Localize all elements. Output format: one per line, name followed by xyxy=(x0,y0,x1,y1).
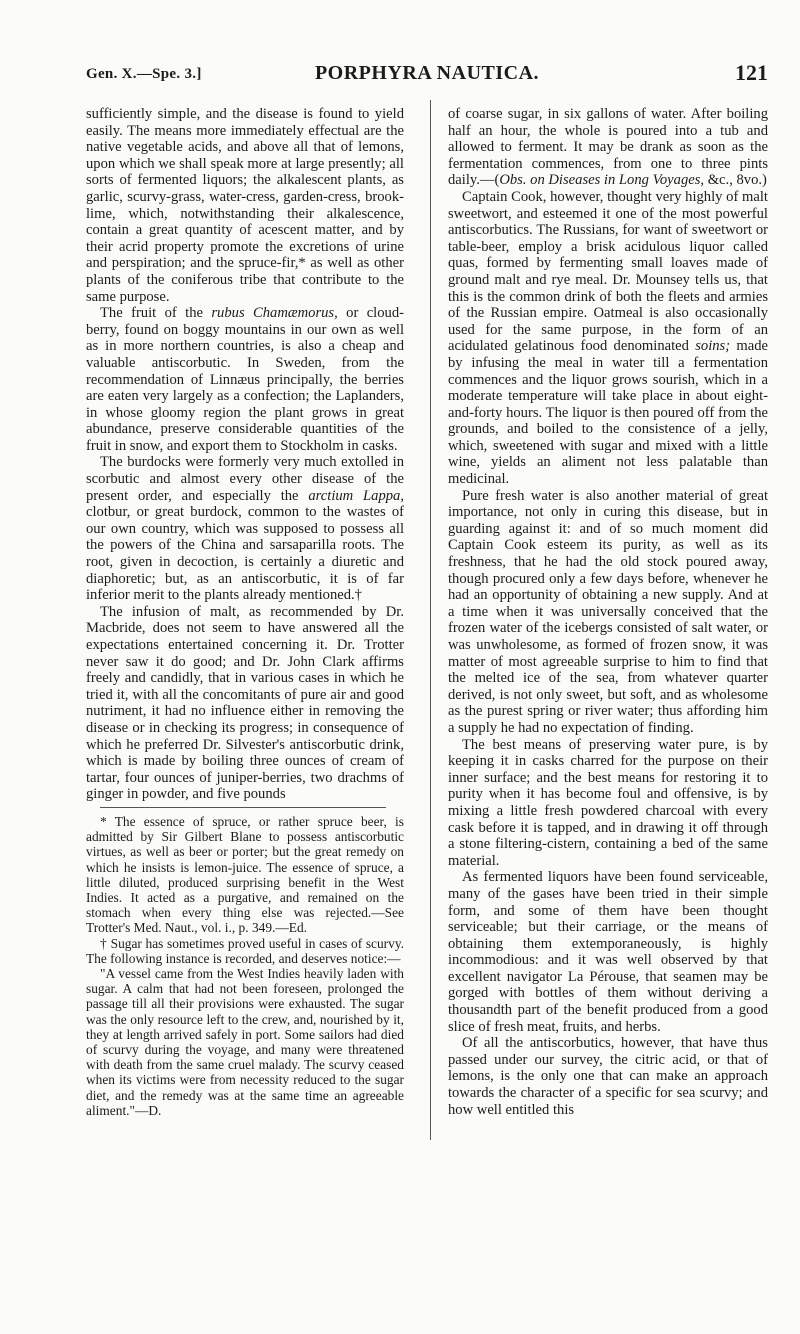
paragraph xyxy=(86,305,404,454)
italic-term: soins; xyxy=(695,338,731,355)
left-column xyxy=(86,106,404,1118)
text-run: Captain Cook, however, thought very highly of malt sweetwort, and esteemed it one of the most powerful antiscorbutics. The Russians, for want of sweetwort or table-beer, employ a brisk acidulous liquor called quas, formed by fermenting small loaves made of ground malt and rye meal. Dr. Mounsey tells us, that this is the common drink of both the fleets and armies of the Russian empire. Oatmeal is also occasionally used for the same purpose, in the form of an acidulated gelatinous food denominated xyxy=(448,188,768,355)
paragraph: As fermented liquors have been found serviceable, many of the gases have been tried in their simple form, and some of them have been thought serviceable; but their carriage, or the means of obtaining them extemporaneously, is highly incommodious: and it was well observed by that excellent navigator La Pérouse, that seamen may be gorged with bottles of them without deriving a thousandth part of the benefit produced from a good slice of fresh meat, fruits, and herbs. xyxy=(448,869,768,1035)
footnote-quote: "A vessel came from the West Indies heavily laden with sugar. A calm that had not been foreseen, prolonged the passage till all their provisions were exhausted. The sugar was the only resource left to the crew, and, nourished by it, they at length arrived safely in port. Some sailors had died of scurvy during the voyage, and many were threatened with death from the same cruel malady. The scurvy ceased when its victims were from necessity reduced to the sugar diet, and the remedy was at the same time an agreeable aliment."—D. xyxy=(86,965,404,1118)
right-column xyxy=(448,106,768,1118)
text-run: or cloud-berry, found on boggy mountains in our own as well as in more northern countries, is also a cheap and valuable antiscorbutic. In Sweden, from the recommendation of Linnæus principally, the berries are eaten very largely as a confection; the Laplanders, in whose gloomy region the plant grows in great abundance, preserve considerable quantities of the fruit in snow, and export them to Stockholm in casks. xyxy=(86,305,404,454)
italic-term: arctium Lappa, xyxy=(308,487,404,504)
footnote: † Sugar has sometimes proved useful in cases of scurvy. The following instance is recorded, and deserves notice:— xyxy=(86,935,404,966)
paragraph: The best means of preserving water pure, is by keeping it in casks charred for the purpose on their inner surface; and the best means for restoring it to purity when it has become foul and offensive, is by mixing a little fresh powdered charcoal with every cask before it is tapped, and in drawing it off through a stone filtering-cistern, containing a bed of the same material. xyxy=(448,736,768,869)
running-title: PORPHYRA NAUTICA. xyxy=(314,62,540,84)
paragraph: Of all the antiscorbutics, however, that have thus passed under our survey, the citric acid, or that of lemons, is the only one that can make an approach towards the character of a specific for sea scurvy; and how well entitled this xyxy=(448,1035,768,1118)
italic-term: rubus Chamæmorus, xyxy=(211,305,338,322)
paragraph xyxy=(86,454,404,603)
text-run: The fruit of the xyxy=(100,305,212,322)
paragraph: sufficiently simple, and the disease is found to yield easily. The means more immediately effectual are the native vegetable acids, and above all that of lemons, upon which we shall speak more at large presently; all sorts of fermented liquors; the alkalescent plants, as garlic, scurvy-grass, water-cress, garden-cress, brook-lime, which, notwithstanding their alkalescence, contain a great quantity of acescent matter, and by their acrid property promote the excretions of urine and perspiration; and the spruce-fir,* as well as other plants of the coniferous tribe that contribute to the same purpose. xyxy=(86,106,404,305)
paragraph xyxy=(448,106,768,189)
italic-citation: Obs. on Diseases in Long Voyages, xyxy=(499,172,705,189)
text-run: clotbur, or great burdock, common to the wastes of our own country, which was supposed to possess all the powers of the China and sarsaparilla roots. The root, given in decoction, is certainly a diuretic and diaphoretic; but, as an antiscorbutic, it is of far inferior merit to the plants already mentioned.† xyxy=(86,504,404,604)
paragraph: Pure fresh water is also another material of great importance, not only in curing this disease, but in guarding against it: and of so much moment did Captain Cook esteem its purity, as well as its freshness, that he had the old stock poured away, though procured only a few days before, whenever he had an opportunity of obtaining a new supply. And at a time when it was universally conceived that the frozen water of the icebergs consisted of salt water, or was unwholesome, as formed of frozen snow, it was matter of most agreeable surprise to him to find that the melted ice of the sea, from whatever quarter derived, is not only sweet, but soft, and as wholesome as the purest spring or river water; thus affording him a supply he had no expectation of finding. xyxy=(448,487,768,736)
running-head xyxy=(86,56,768,92)
page-number: 121 xyxy=(735,60,768,85)
footnotes xyxy=(86,814,404,1118)
paragraph: The infusion of malt, as recommended by Dr. Macbride, does not seem to have answered all the expectations entertained concerning it. Dr. Trotter never saw it do good; and Dr. John Clark affirms freely and candidly, that in various cases in which he tried it, with all the concomitants of pure air and good nutriment, it had no influence either in removing the disease or in checking its progress; in consequence of which he preferred Dr. Silvester's antiscorbutic drink, which is made by boiling three ounces of cream of tartar, four ounces of juniper-berries, two drachms of ginger in powder, and five pounds xyxy=(86,603,404,803)
text-run: made by infusing the meal in water till a fermentation commences and the liquor grows sourish, which in a moderate temperature will take place in about eight-and-forty hours. The liquor is then poured off from the grounds, and boiled to the consistence of a jelly, which, sweetened with sugar and mixed with a little wine, yields an aliment not less palatable than medicinal. xyxy=(448,338,768,488)
paragraph xyxy=(448,189,768,488)
footnote-rule xyxy=(100,807,386,808)
section-reference: Gen. X.—Spe. 3.] xyxy=(86,66,202,82)
footnote: * The essence of spruce, or rather spruce beer, is admitted by Sir Gilbert Blane to possess antiscorbutic virtues, as well as beer or porter; but the great remedy on which he insists is lemon-juice. The essence of spruce, a little diluted, produced surprising benefit in the West Indies. It acted as a purgative, and remained on the stomach when every thing else was rejected.—See Trotter's Med. Naut., vol. i., p. 349.—Ed. xyxy=(86,813,404,936)
text-run: &c., 8vo.) xyxy=(704,172,767,189)
text-run: The burdocks were formerly very much extolled in scorbutic and almost every other disease of the present order, and especially the xyxy=(86,454,404,504)
text-run: of coarse sugar, in six gallons of water. After boiling half an hour, the whole is poured into a tub and allowed to ferment. It may be drank as soon as the fermentation commences, from one to three pints daily.—( xyxy=(448,106,768,189)
column-divider xyxy=(430,100,431,1140)
